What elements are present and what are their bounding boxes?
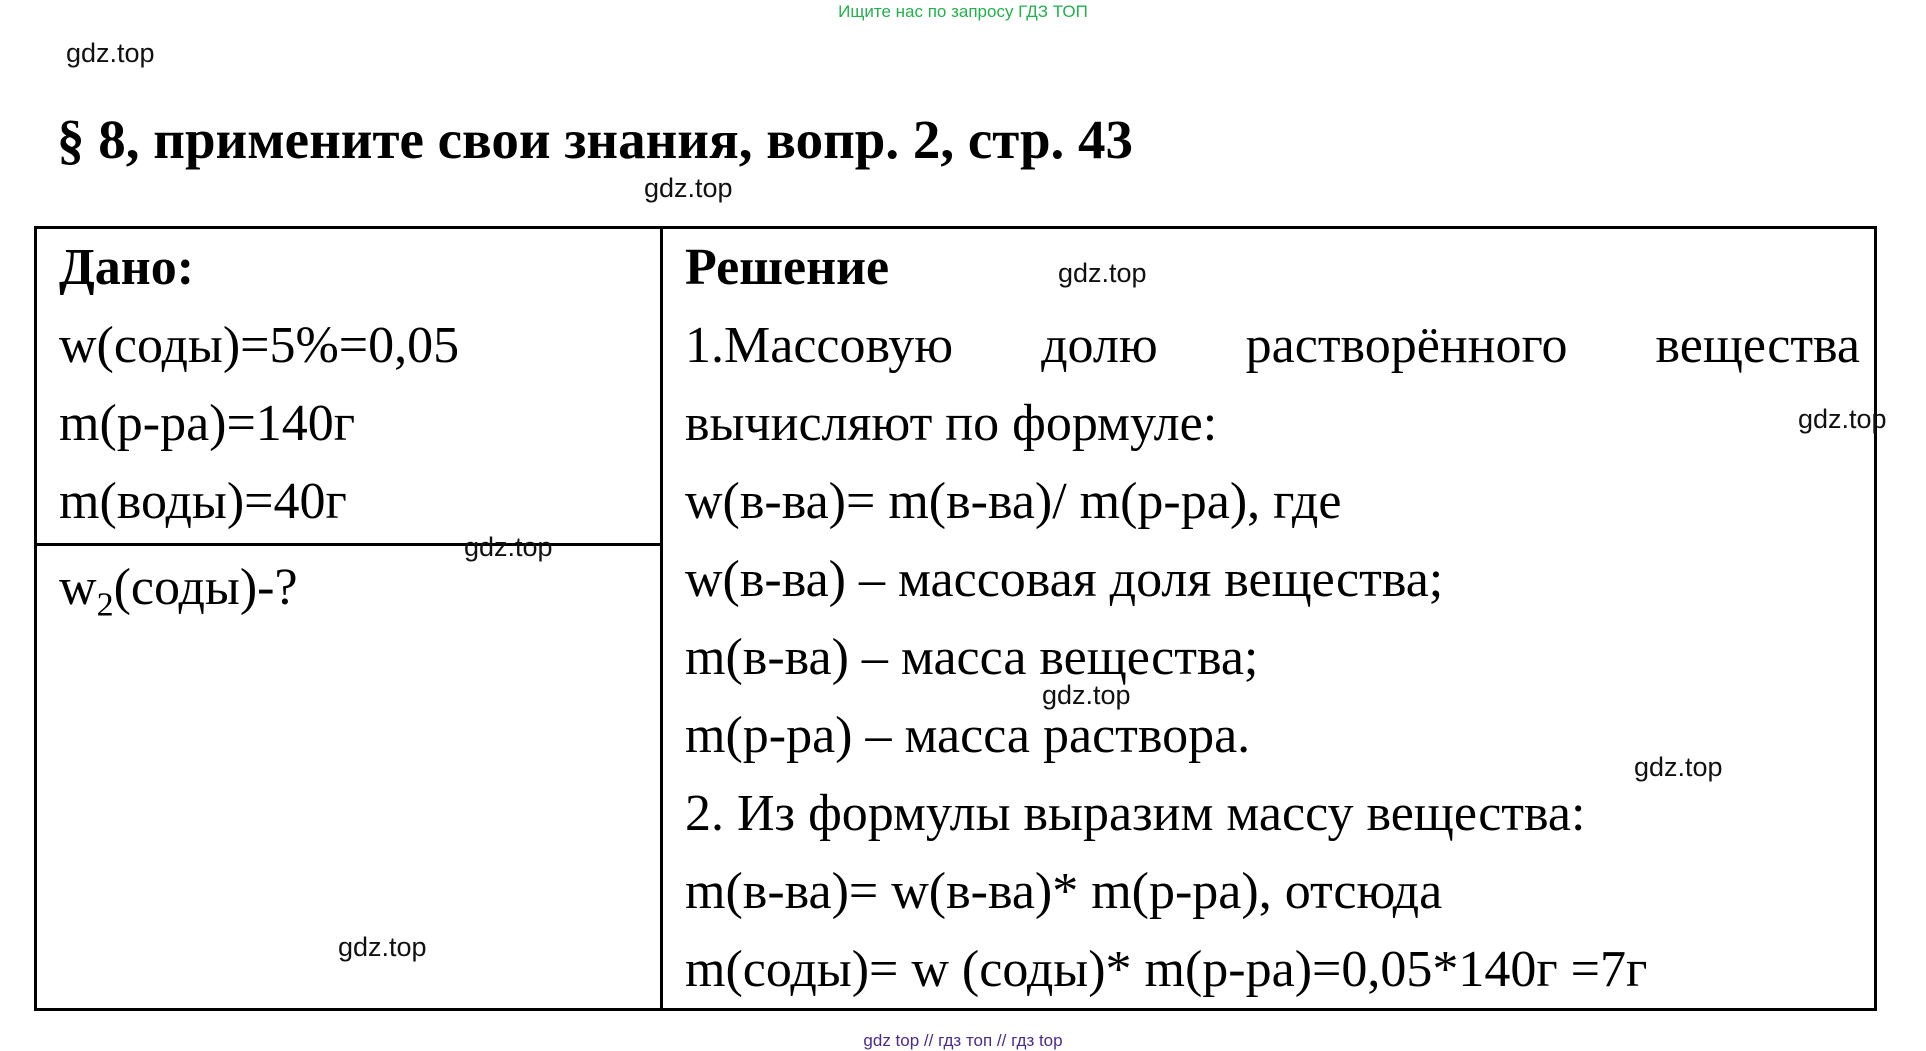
solution-line-1 [685, 307, 1860, 385]
solution-line: m(р-ра) – масса раствора. [685, 707, 1251, 764]
given-line: m(р-ра)=140г [59, 395, 356, 452]
solution-line: m(в-ва) – масса вещества; [685, 629, 1259, 686]
solution-line: m(соды)= w (соды)* m(р-ра)=0,05*140г =7г [685, 941, 1648, 998]
given-line: w(соды)=5%=0,05 [59, 317, 460, 374]
watermark: gdz.top [1058, 258, 1147, 288]
find-prefix: w [59, 559, 97, 616]
watermark: gdz.top [464, 532, 553, 562]
given-heading: Дано: [59, 239, 195, 296]
solution-heading: Решение [685, 239, 890, 296]
given-line: m(воды)=40г [59, 473, 347, 530]
solution-line: вычисляют по формуле: [685, 395, 1218, 452]
given-section [59, 229, 649, 541]
watermark: gdz.top [644, 173, 733, 203]
column-divider [660, 229, 663, 1008]
find-section [59, 549, 298, 627]
watermark: gdz.top [1798, 404, 1887, 434]
find-subscript: 2 [96, 586, 114, 624]
solution-section [685, 229, 1860, 1009]
watermark: gdz.top [338, 932, 427, 962]
solution-line: 2. Из формулы выразим массу вещества: [685, 785, 1586, 842]
task-table [34, 226, 1877, 1011]
watermark: gdz.top [1042, 680, 1131, 710]
page-title: § 8, примените свои знания, вопр. 2, стр. 43 [57, 109, 1134, 170]
watermark: gdz.top [66, 38, 155, 68]
solution-word: вещества [1655, 317, 1860, 374]
solution-word: растворённого [1245, 317, 1568, 374]
solution-line: w(в-ва)= m(в-ва)/ m(р-ра), где [685, 473, 1342, 530]
solution-word: долю [1041, 317, 1158, 374]
footer-links[interactable]: gdz top // гдз топ // гдз top [863, 1031, 1063, 1050]
solution-word: 1.Массовую [685, 317, 954, 374]
top-banner: Ищите нас по запросу ГДЗ ТОП [838, 2, 1088, 21]
solution-line: w(в-ва) – массовая доля вещества; [685, 551, 1444, 608]
watermark: gdz.top [1634, 752, 1723, 782]
find-suffix: (соды)-? [113, 559, 298, 616]
solution-line: m(в-ва)= w(в-ва)* m(р-ра), отсюда [685, 863, 1443, 920]
row-divider [37, 543, 661, 546]
